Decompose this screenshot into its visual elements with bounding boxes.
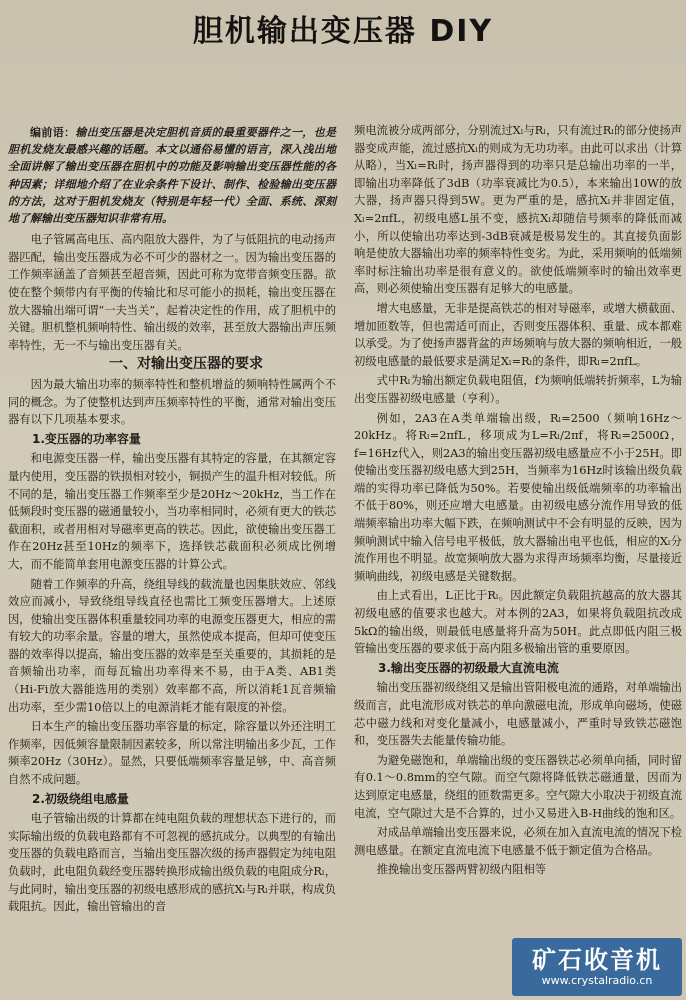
paragraph: 推挽输出变压器两臂初级内阻相等 bbox=[376, 863, 547, 877]
paragraph: 频电流被分成两部分，分别流过Xₗ与Rₗ，只有流过Rₗ的部分使扬声器变成声能，流过感抗Xₗ的则成为无功功率。由此可以求出（计算从略），当Xₗ=Rₗ时，扬声器得到的功率只是总输出功率的一半，即输出功率降低了3dB（功率衰减比为0.5），本来输出10W的放大器，扬声器只得到5W。更为严重的是，感抗Xₗ并非固定值，Xₗ=2πfL，初级电感L虽不变，感抗Xₗ却随信号频率的降低而减小，所以使输出功率达到-3dB衰减是极易发生的。其直接负面影响是使放大器输出功率的频率特性变劣。为此，采用频响的低端频率时标注输出功率是很有意义的。欲使低端频率时的输出效率更高，则必须使输出变压器有足够大的电感量。 bbox=[354, 124, 682, 296]
paragraph: 由上式看出，L正比于Rₗ。因此额定负载阻抗越高的放大器其初级电感的值要求也越大。对本例的2A3，如果将负载阻抗改成5kΩ的输出级，则最低电感量将升高为50H。此点即低内阻三极管输出变压器的要求低于高内阻多极输出管的重要原因。 bbox=[354, 589, 682, 656]
subsection-heading: 3.输出变压器的初级最大直流电流 bbox=[378, 660, 559, 675]
paragraph: 电子管属高电压、高内阻放大器件，为了与低阻抗的电动扬声器匹配，输出变压器成为必不可少的器材之一。因为输出变压器的工作频率涵盖了音频甚至超音频，因此可称为宽带音频变压器。欲使在整个频带内有平衡的传输比和尽可能小的损耗，输出变压器在放大器输出端可谓“一夫当关”，起着决定性的作用，成了胆机中的关键。胆机整机频响特性、输出级的效率，甚至放大器输出声压频率特性，无一不与输出变压器有关。 bbox=[8, 233, 336, 352]
paragraph: 式中Rₗ为输出额定负载电阻值，f为频响低端转折频率，L为输出变压器初级电感量（亨利）。 bbox=[354, 374, 682, 405]
article-title: 胆机输出变压器 DIY bbox=[192, 14, 494, 49]
left-column bbox=[8, 124, 336, 918]
paragraph: 随着工作频率的升高，绕组导线的载流量也因集肤效应、邻线效应而减小，导致绕组导线直径也需比工频变压器增大。上述原因，使输出变压器体积重量较同功率的电源变压器更大，相应的需有较大的功率余量。容量的增大，虽然使成本提高，但却可使变压器的效率得以提高，输出变压器的效率是至关重要的，其损耗的是音频输出功率，而每瓦输出功率得来不易，由于A类、AB1类（Hi-Fi放大器能选用的类别）效率都不高，所以消耗1瓦音频输出功率，至少需10倍以上的电源消耗才能有限度的补偿。 bbox=[8, 577, 336, 714]
editor-note-text: 输出变压器是决定胆机音质的最重要器件之一，也是胆机发烧友最感兴趣的话题。本文以通俗易懂的语言，深入浅出地全面讲解了输出变压器在胆机中的功能及影响输出变压器性能的各种因素；详细地介绍了在业余条件下设计、制作、检验输出变压器的方法，这对于胆机发烧友（特别是年轻一代）全面、系统、深刻地了解输出变压器知识非常有用。 bbox=[8, 126, 337, 226]
editor-note bbox=[8, 124, 336, 227]
paragraph: 输出变压器初级绕组又是输出管阳极电流的通路，对单端输出级而言，此电流形成对铁芯的单向激磁电流，形成单向磁场，使磁芯中磁力线和对变化量减小，电感量减小，严重时导致铁芯磁饱和，变压器失去能量传输功能。 bbox=[354, 681, 682, 748]
section-heading: 一、对输出变压器的要求 bbox=[109, 356, 263, 373]
right-column bbox=[354, 122, 682, 881]
paragraph: 为避免磁饱和，单端输出级的变压器铁芯必须单向插，同时留有0.1～0.8mm的空气隙。而空气隙将降低铁芯磁通量，因而为达到原定电感量，绕组的匝数需更多。空气隙大小取决于初级直流电流，空气隙过大是不合算的，过小又易进入B-H曲线的饱和区。 bbox=[354, 753, 682, 820]
watermark-logo bbox=[512, 938, 682, 996]
paragraph: 对成品单端输出变压器来说，必须在加入直流电流的情况下检测电感量。在额定直流电流下电感量不低于额定值为合格品。 bbox=[354, 826, 682, 857]
subsection-heading: 2.初级绕组电感量 bbox=[32, 791, 129, 806]
editor-note-label: 编前语： bbox=[30, 126, 76, 139]
paragraph: 和电源变压器一样，输出变压器有其特定的容量，在其额定容量内使用，变压器的铁损相对较小，铜损产生的温升相对较低。所不同的是，输出变压器工作频率至少是20Hz～20kHz，当工作在低频段时变压器的磁通量较小，当功率相同时，必须有更大的铁芯截面积，或者用相对导磁率更高的铁芯。因此，欲使输出变压器工作在20Hz甚至10Hz的频率下，选择铁芯截面积必须成比例增大，而不能简单套用电源变压器的计算公式。 bbox=[8, 452, 336, 571]
subsection-heading: 1.变压器的功率容量 bbox=[32, 431, 141, 446]
watermark-title: 矿石收音机 bbox=[532, 946, 662, 974]
paragraph: 增大电感量，无非是提高铁芯的相对导磁率，或增大横截面、增加匝数等，但也需适可而止，否则变压器体积、重量、成本都难以承受。为了使扬声器背盆的声场频响与放大器的频响相近，一般初级电感量的最低要求是满足Xₗ=Rₗ的条件，即Rₗ=2πfL。 bbox=[354, 301, 682, 368]
paragraph: 日本生产的输出变压器功率容量的标定，除容量以外还注明工作频率，因低频容量限制因素较多，所以常注明输出多少瓦，工作频率20Hz（30Hz）。显然，只要低端频率容量足够，中、高音频自然不成问题。 bbox=[8, 720, 336, 787]
paragraph: 例如，2A3在A类单端输出级，Rₗ=2500（频响16Hz～20kHz。将Rₗ=2πfL，移项成为L=Rₗ/2πf，将Rₗ=2500Ω，f=16Hz代入，则2A3的输出变压器初级电感量应不小于25H。即使输出变压器初级电感大到25H，当频率为16Hz时该输出级负载端的实得功率已降低为50%。若要使输出级低端频率的功率输出不低于80%，则还应增大电感量。由初级电感分流作用导致的低端频率输出功率大幅下跌，在频响测试中不会有明显的反映，因为频响测试中输入信号电平极低，放大器输出电平也低，相应的Xₗ分流作用也不明显。故宽频响放大器为求得声场频率均衡，尽量接近频响曲线，初级电感是关键数据。 bbox=[354, 411, 682, 583]
paragraph: 电子管输出级的计算都在纯电阻负载的理想状态下进行的，而实际输出级的负载电路都有不可忽视的感抗成分。以典型的有输出变压器的负载电路而言，当输出变压器次级的扬声器假定为纯电阻负载时，此电阻负载经变压器转换形成输出级负载的电阻成分Rₗ，与此同时，输出变压器的初级电感形成的感抗Xₗ与Rₗ并联，构成负载阻抗。因此，输出管输出的音 bbox=[8, 812, 336, 914]
paragraph: 因为最大输出功率的频率特性和整机增益的频响特性属两个不同的概念。为了使整机达到声压频率特性的平衡，通常对输出变压器有以下几项基本要求。 bbox=[8, 377, 336, 427]
watermark-url: www.crystalradio.cn bbox=[541, 974, 653, 987]
